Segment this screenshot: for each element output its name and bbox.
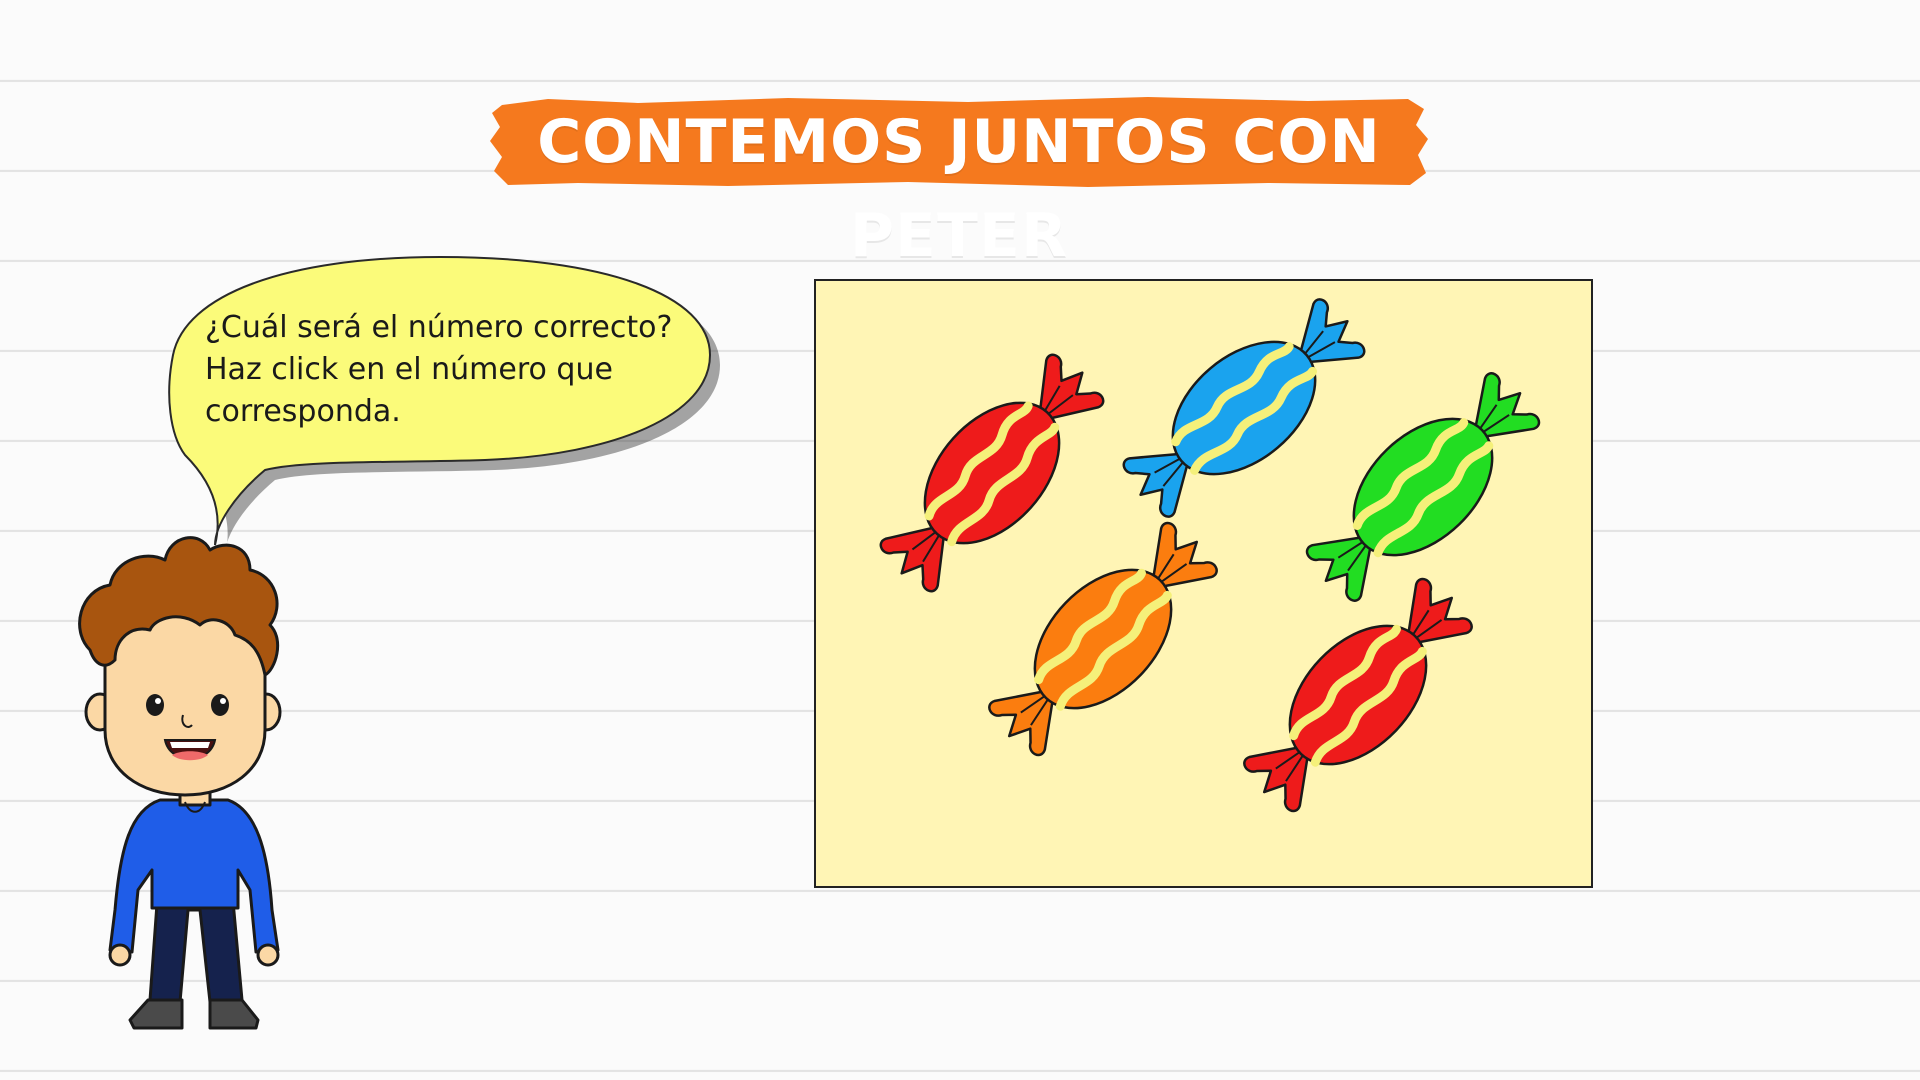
candy-board: [814, 279, 1593, 888]
speech-bubble: [165, 255, 725, 555]
instruction-line-3: corresponda.: [205, 394, 401, 429]
page-title: CONTEMOS JUNTOS CON PETER: [537, 107, 1381, 271]
peter-character: [60, 530, 300, 1040]
boy-character-icon: [60, 530, 300, 1040]
instruction-line-2: Haz click en el número que: [205, 352, 613, 387]
instruction-text: [205, 307, 675, 433]
instruction-line-1: ¿Cuál será el número correcto?: [205, 310, 673, 345]
title-banner: [488, 95, 1430, 271]
